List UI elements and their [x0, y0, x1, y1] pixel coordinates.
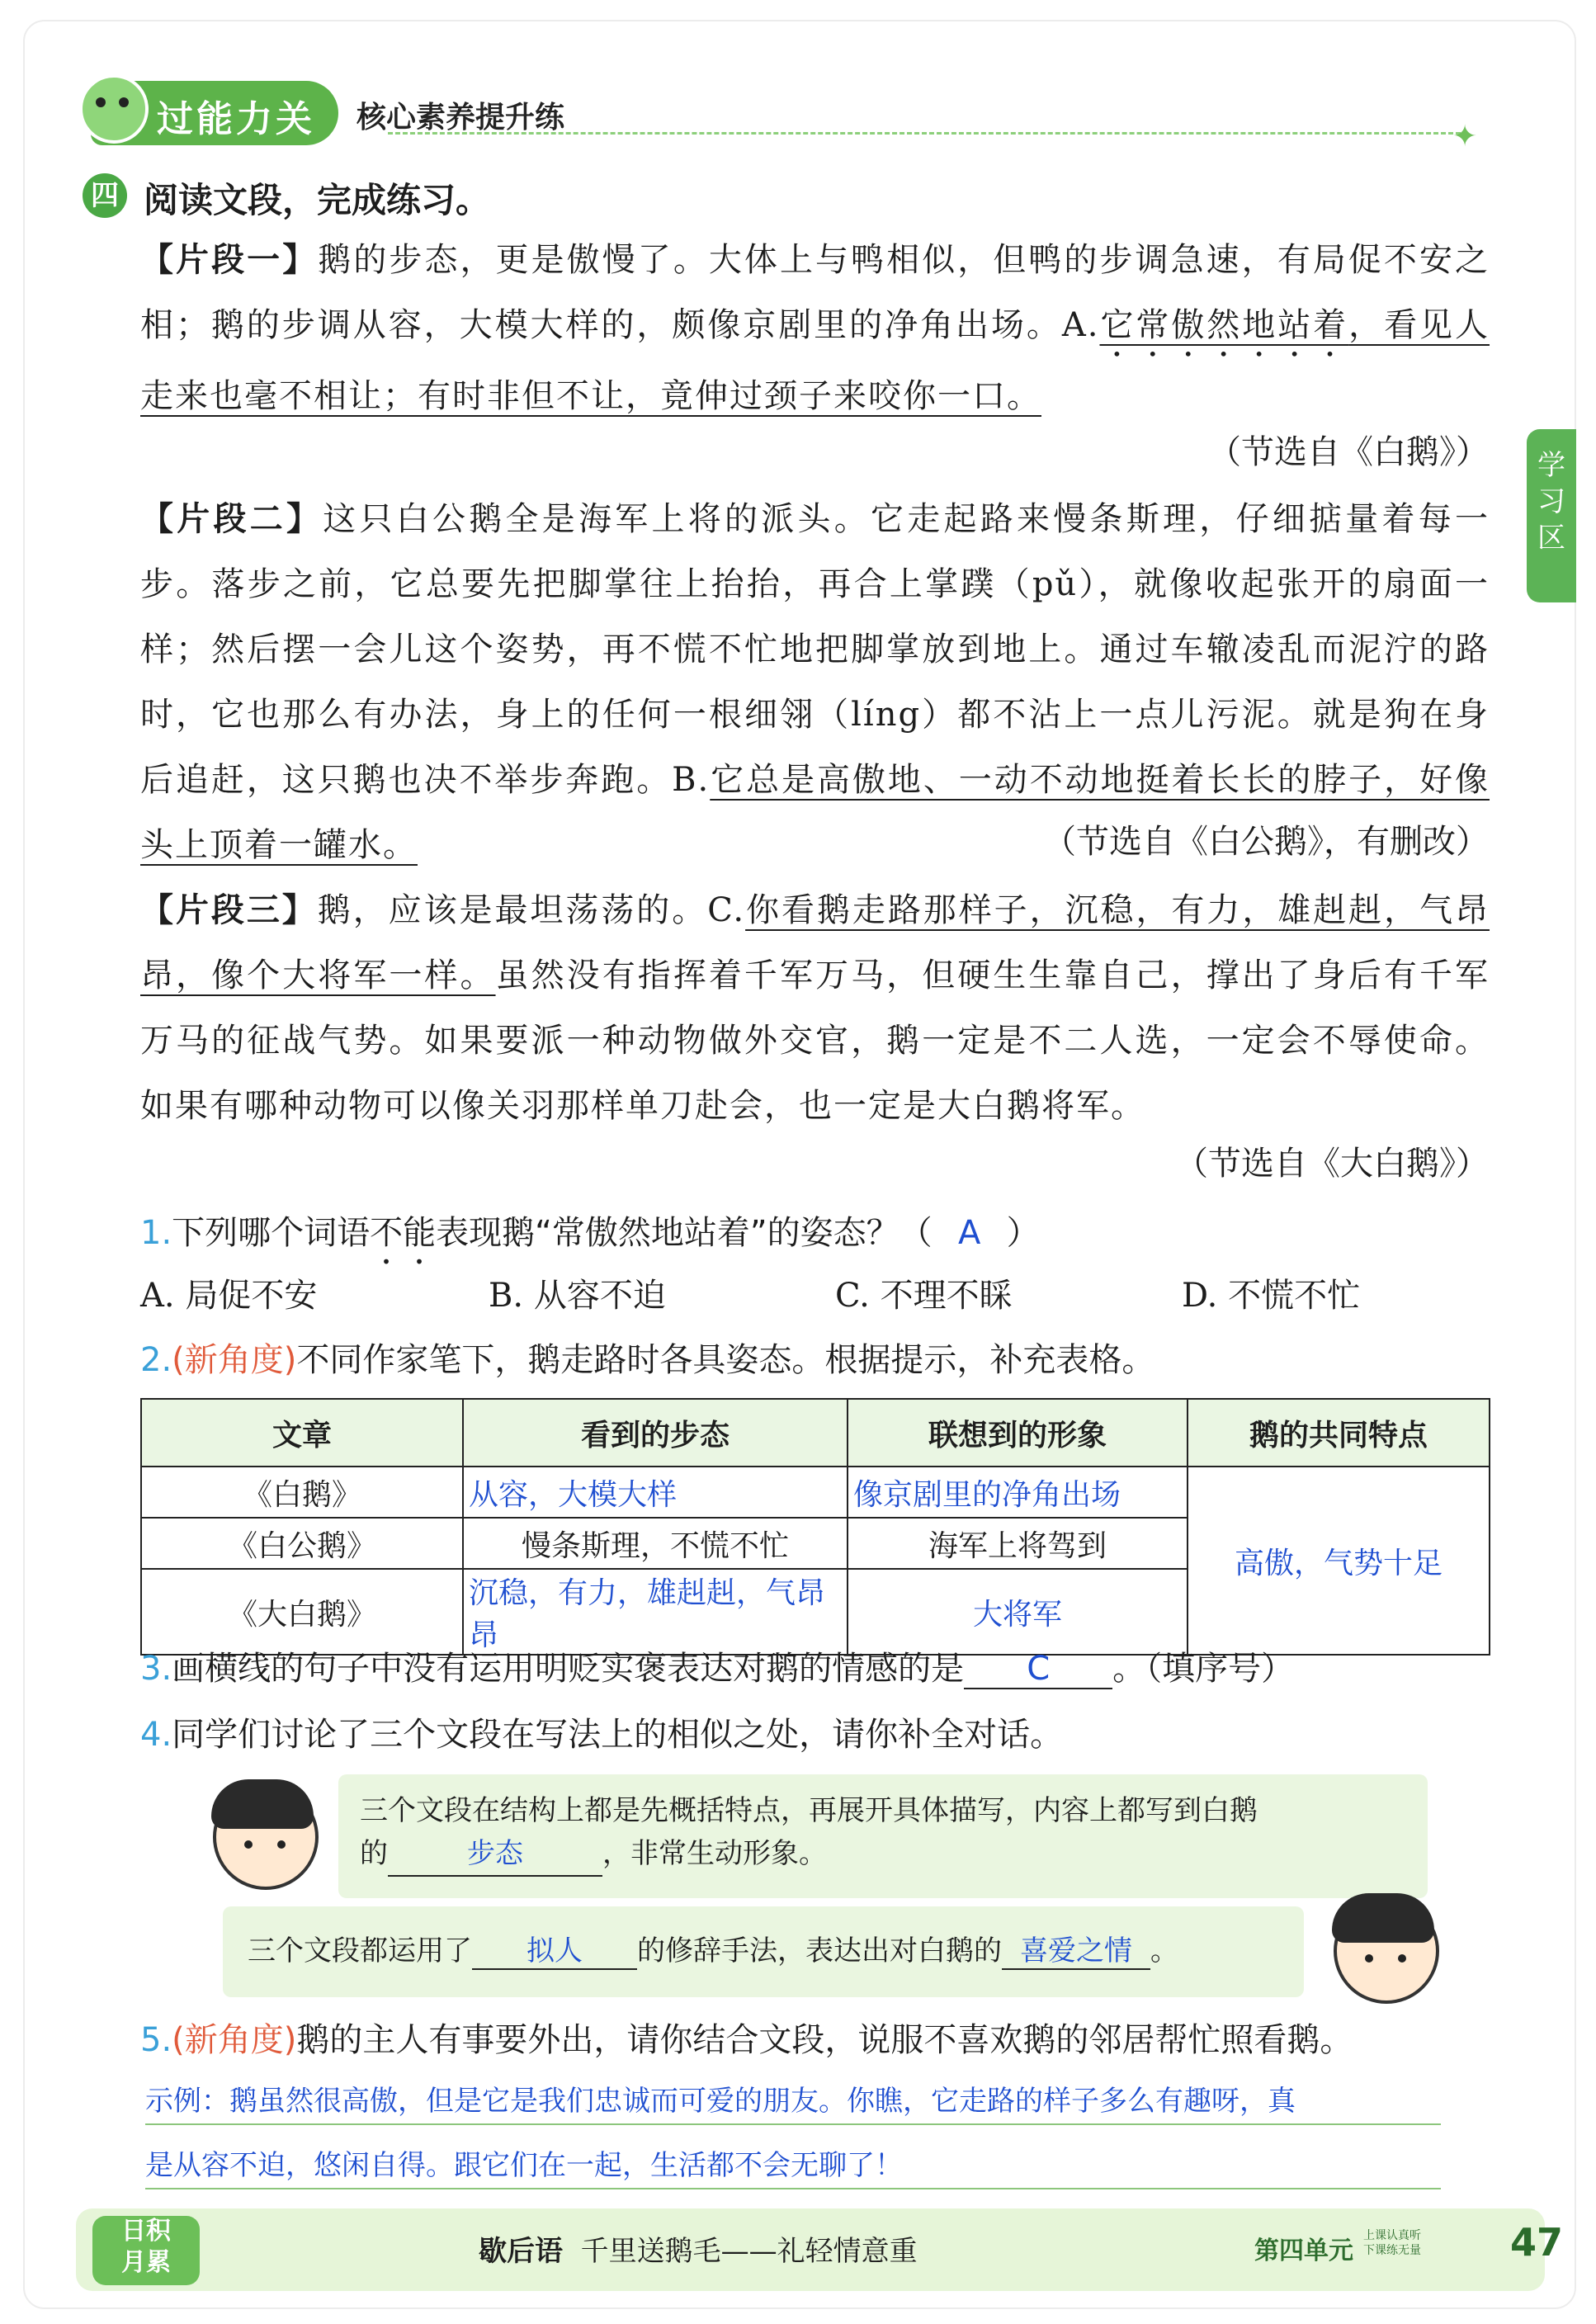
q1-option-a: A. 局促不安: [140, 1277, 318, 1315]
passage-3-label: C.: [707, 891, 746, 929]
passage-2-tag: 【片段二】: [140, 500, 323, 538]
table-header: 鹅的共同特点: [1188, 1399, 1490, 1467]
boy-avatar: [213, 1784, 319, 1890]
header-subtitle: 核心素养提升练: [357, 101, 565, 135]
q1-option-c: C. 不理不睬: [835, 1277, 1013, 1315]
table-cell-gait: 从容，大模大样: [463, 1467, 848, 1518]
passage-2-text: 这只白公鹅全是海军上将的派头。它走起路来慢条斯理，仔细掂量着每一步。落步之前，它总要先把脚掌往上抬抬，再合上掌蹼（pǔ），就像收起张开的扇面一样；然后摆一会儿这个姿势，再不慌不忙地把脚掌放到地上。通过车辙凌乱而泥泞的路时，它也那么有办法，身上的任何一根细翎（líng）都不沾上一点儿污泥。就是狗在身后追赶，这只鹅也决不举步奔跑。: [140, 500, 1490, 799]
question-3-answer: C: [964, 1650, 1112, 1689]
question-1: [140, 1207, 1040, 1272]
passage-2-label: B.: [672, 761, 711, 799]
table-cell-article: 《大白鹅》: [141, 1569, 463, 1655]
passage-2-source: （节选自《白公鹅》，有删改）: [1043, 823, 1489, 861]
side-tab-label: 学习区: [1537, 449, 1565, 555]
table-cell-common: 高傲，气势十足: [1188, 1467, 1490, 1655]
table-cell-gait: 慢条斯理，不慌不忙: [463, 1518, 848, 1569]
footer-unit: 第四单元: [1254, 2237, 1353, 2265]
question-2-number: 2.: [140, 1341, 172, 1379]
question-1-answer: A: [957, 1214, 981, 1252]
question-4-number: 4.: [140, 1716, 172, 1754]
girl-avatar: [1334, 1898, 1439, 2004]
passage-1-label: A.: [1061, 306, 1100, 344]
passage-3-tag: 【片段三】: [140, 891, 318, 929]
side-tab: [1527, 429, 1576, 602]
section-title: 阅读文段，完成练习。: [144, 180, 491, 220]
question-3: [140, 1642, 1294, 1689]
bubble-2-text: [248, 1928, 1178, 1970]
question-1-text-post: 表现鹅“常傲然地站着”的姿态？（: [436, 1214, 933, 1252]
bubble-1-line-2c: ，非常生动形象。: [602, 1837, 827, 1870]
bubble-1-text: [360, 1789, 1416, 1877]
table-header: 联想到的形象: [848, 1399, 1188, 1467]
question-5-number: 5.: [140, 2021, 172, 2059]
passage-1-source: （节选自《白鹅》）: [1208, 433, 1489, 471]
passage-1-tag: 【片段一】: [140, 241, 319, 279]
table-cell-image: 大将军: [848, 1569, 1188, 1655]
question-5-answer-line-2: 是从容不迫，悠闲自得。跟它们在一起，生活都不会无聊了！: [145, 2142, 1441, 2189]
passage-1: [140, 228, 1490, 429]
footer-motto: 上课认真听 下课练无量: [1363, 2229, 1421, 2257]
question-5-answer-line-1: 示例：鹅虽然很高傲，但是它是我们忠诚而可爱的朋友。你瞧，它走路的样子多么有趣呀，真: [145, 2078, 1441, 2125]
owl-mascot-icon: [79, 74, 149, 144]
question-1-number: 1.: [140, 1214, 172, 1252]
passage-3-source: （节选自《大白鹅》）: [1175, 1145, 1489, 1183]
passage-3-underlined: 你看鹅走路那样子，沉稳，有力，雄赳赳，气昂昂，像个大将军一样。: [140, 891, 1490, 994]
table-cell-image: 海军上将驾到: [848, 1518, 1188, 1569]
bubble-2-text-c: 。: [1150, 1934, 1178, 1967]
bubble-1-line-2a: 的: [360, 1837, 388, 1870]
section-number: 四: [83, 173, 127, 218]
table-header-row: [141, 1399, 1490, 1467]
table-header: 文章: [141, 1399, 463, 1467]
table-cell-article: 《白鹅》: [141, 1467, 463, 1518]
bubble-2-text-a: 三个文段都运用了: [248, 1934, 472, 1967]
question-4: [140, 1708, 1063, 1755]
footer-saying-text: 千里送鹅毛——礼轻情意重: [580, 2235, 918, 2268]
answer-table: [140, 1398, 1490, 1656]
question-2-tag: (新角度): [172, 1341, 297, 1379]
question-1-emphasis: 不能: [370, 1214, 437, 1252]
question-1-close: ）: [1006, 1214, 1040, 1252]
question-3-post: 。（填序号）: [1112, 1650, 1295, 1688]
question-5-text: 鹅的主人有事要外出，请你结合文段，说服不喜欢鹅的邻居帮忙照看鹅。: [296, 2021, 1353, 2059]
table-cell-image: 像京剧里的净角出场: [848, 1467, 1188, 1518]
question-5: [140, 2014, 1353, 2061]
passage-3-text: 鹅，应该是最坦荡荡的。: [317, 891, 708, 929]
table-cell-article: 《白公鹅》: [141, 1518, 463, 1569]
question-3-text: 画横线的句子中没有运用明贬实褒表达对鹅的情感的是: [172, 1650, 965, 1688]
question-5-tag: (新角度): [172, 2021, 297, 2059]
q1-option-d: D. 不慌不忙: [1182, 1277, 1361, 1315]
bubble-2-answer-1: 拟人: [472, 1928, 637, 1970]
passage-3-text-b: 虽然没有指挥着千军万马，但硬生生靠自己，撑出了身后有千军万马的征战气势。如果要派一种动物做外交官，鹅一定是不二人选，一定会不辱使命。如果有哪种动物可以像关羽那样单刀赴会，也一定是大白鹅将军。: [140, 957, 1490, 1125]
question-1-text: 下列哪个词语: [172, 1214, 371, 1252]
bubble-2-answer-2: 喜爱之情: [1002, 1928, 1150, 1970]
table-header: 看到的步态: [463, 1399, 848, 1467]
page-number: 47: [1510, 2220, 1564, 2265]
question-2-text: 不同作家笔下，鹅走路时各具姿态。根据提示，补充表格。: [296, 1341, 1155, 1379]
footer-saying-label: 歇后语: [479, 2235, 563, 2268]
star-icon: ✦: [1452, 120, 1478, 154]
table-row: [141, 1467, 1490, 1518]
footer-saying: [479, 2228, 918, 2269]
passage-1-emphasis: 它常傲然地站着: [1099, 306, 1349, 344]
passage-2-underlined: 它总是高傲地、一动不动地挺着长长的脖子，好像头上顶着一罐水。: [140, 761, 1490, 864]
question-2: [140, 1334, 1155, 1381]
passage-1-text: 鹅的步态，更是傲慢了。大体上与鸭相似，但鸭的步调急速，有局促不安之相；鹅的步调从容，大模大样的，颇像京剧里的净角出场。: [140, 241, 1490, 344]
table-cell-gait: 沉稳，有力，雄赳赳，气昂昂: [463, 1569, 848, 1655]
question-4-text: 同学们讨论了三个文段在写法上的相似之处，请你补全对话。: [172, 1716, 1064, 1754]
passage-1-underlined: ，看见人走来也毫不相让；有时非但不让，竟伸过颈子来咬你一口。: [140, 306, 1490, 415]
question-3-number: 3.: [140, 1650, 172, 1688]
bubble-2-text-b: 的修辞手法，表达出对白鹅的: [637, 1934, 1002, 1967]
header-badge-label: 过能力关: [157, 98, 315, 140]
q1-option-b: B. 从容不迫: [489, 1277, 666, 1315]
passage-3: [140, 878, 1490, 1139]
bubble-1-answer: 步态: [388, 1832, 602, 1877]
footer-logo: 日积 月累: [92, 2216, 200, 2285]
bubble-1-line-1: 三个文段在结构上都是先概括特点，再展开具体描写，内容上都写到白鹅: [360, 1794, 1258, 1827]
